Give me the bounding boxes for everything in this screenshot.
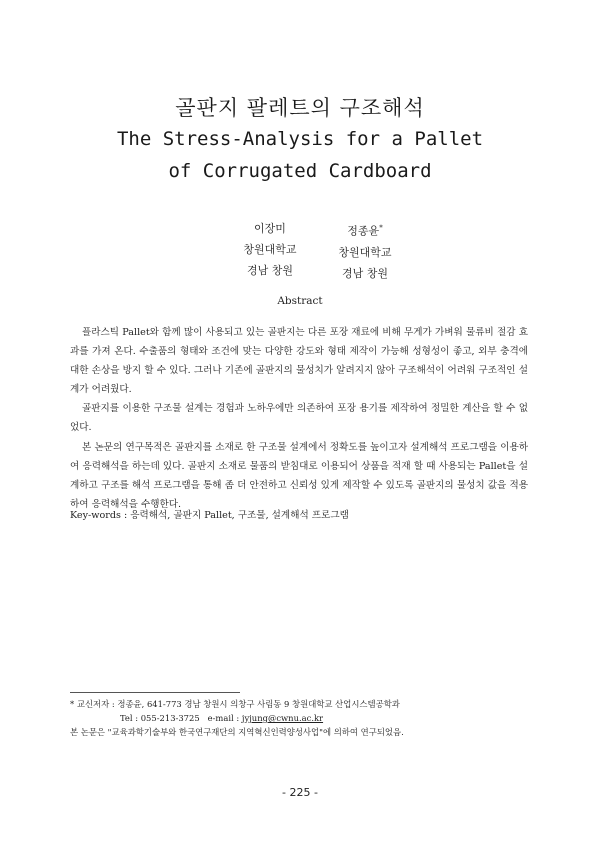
keywords-line [70, 507, 349, 521]
footnote-divider [70, 692, 240, 693]
footnote [70, 697, 540, 739]
author-name: 정종윤* [347, 224, 383, 238]
keywords-text: 응력해석, 골판지 Pallet, 구조물, 설계해석 프로그램 [130, 510, 349, 521]
abstract-heading: Abstract [277, 295, 323, 307]
footnote-email-link[interactable]: jyjung@cwnu.ac.kr [241, 713, 324, 723]
abstract-paragraph: 플라스틱 Pallet와 함께 많이 사용되고 있는 골판지는 다른 포장 재료에 비해 무게가 가벼워 물류비 절감 효과를 가져 온다. 수출품의 형태와 조건에 맞는 다양한 강도와 형태 제작이 가능해 성형성이 좋고, 외부 충격에 대한 손상을 방지 할 수 있다. 그러나 기존에 골판지의 물성치가 알려지지 않아 구조해석이 어려워 구조적인 설계가 어려웠다. [70, 327, 528, 396]
author-affiliation: 창원대학교 [338, 245, 392, 259]
keywords-separator: : [120, 510, 131, 521]
corresponding-author-marker: * [379, 224, 383, 232]
footnote-tel: Tel : 055-213-3725 e-mail : [120, 713, 242, 723]
abstract-paragraph: 골판지를 이용한 구조물 설계는 경험과 노하우에만 의존하여 포장 용기를 제작하여 정밀한 계산을 할 수 없었다. [70, 403, 528, 434]
paper-title-english-line1: The Stress-Analysis for a Pallet [116, 128, 484, 150]
footnote-funding: 본 논문은 "교육과학기술부와 한국연구재단의 지역혁신인력양성사업"에 의하여 연구되었음. [70, 727, 404, 737]
author-location: 경남 창원 [341, 266, 388, 280]
footnote-corresponding-author: * 교신저자 : 정종윤, 641-773 경남 창원시 의창구 사림동 9 창원대학교 산업시스템공학과 [70, 699, 400, 709]
page-number: - 225 - [282, 786, 318, 799]
author-affiliation: 창원대학교 [243, 243, 297, 256]
author-location: 경남 창원 [246, 264, 293, 277]
abstract-body [70, 323, 528, 514]
author-name: 이장미 [254, 222, 286, 235]
paper-title-english-line2: of Corrugated Cardboard [168, 160, 432, 182]
abstract-paragraph: 본 논문의 연구목적은 골판지를 소재로 한 구조물 설계에서 정확도를 높이고자 설계해석 프로그램을 이용하여 응력해석을 하는데 있다. 골판지 소재로 물품의 받침대로 이용되어 상품을 적재 할 때 사용되는 Pallet을 설계하고 구조를 해석 프로그램을 통해 좀 더 안전하고 신뢰성 있게 제작할 수 있도록 골판지의 물성치 값을 적용하여 응력해석을 수행한다. [70, 441, 528, 510]
footnote-contact [70, 711, 540, 725]
author-block-2 [290, 218, 440, 284]
keywords-label: Key-words [70, 510, 121, 521]
paper-title-korean: 골판지 팔레트의 구조해석 [175, 96, 425, 120]
